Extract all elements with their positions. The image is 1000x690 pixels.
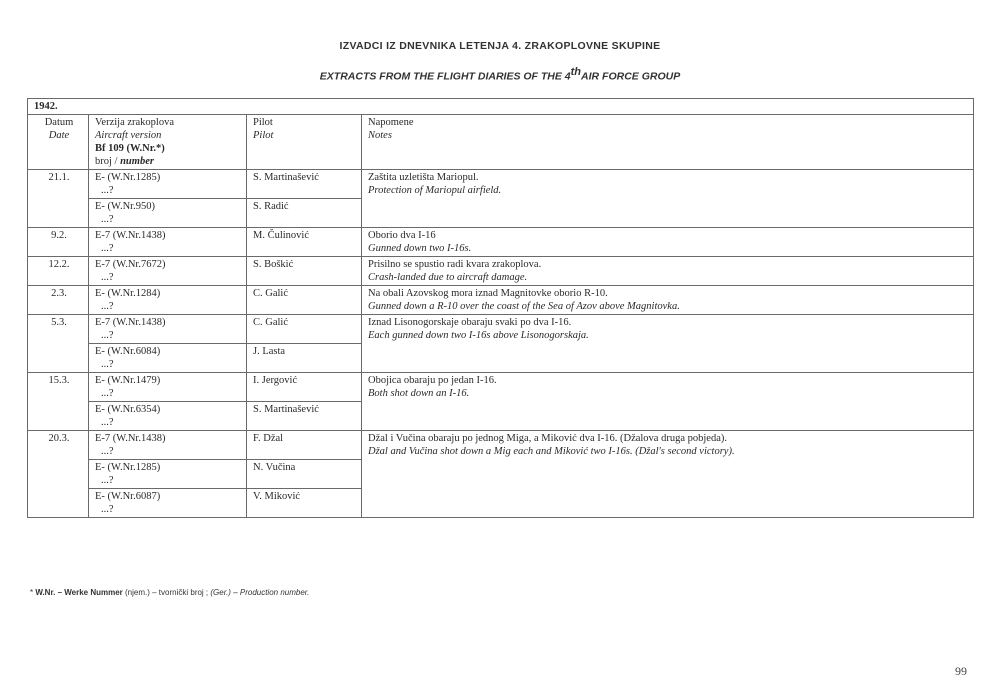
aircraft-version: E- (W.Nr.950) [95, 201, 155, 212]
notes-cell [362, 257, 974, 286]
pilot-cell: N. Vučina [247, 460, 362, 489]
header-aircraft-broj [95, 155, 242, 168]
aircraft-version: E- (W.Nr.6087) [95, 491, 161, 502]
aircraft-number: ...? [101, 243, 114, 254]
aircraft-version: E- (W.Nr.1285) [95, 172, 161, 183]
page-number: 99 [955, 664, 967, 678]
title-english-sup: th [570, 66, 582, 78]
header-notes [362, 115, 974, 170]
note-english: Both shot down an I-16. [368, 388, 470, 399]
aircraft-cell [89, 460, 247, 489]
note-english: Džal and Vučina shot down a Mig each and Miković two I-16s. (Džal's second victory). [368, 446, 735, 457]
title-english-post: AIR FORCE GROUP [581, 70, 681, 83]
header-pilot [247, 115, 362, 170]
note-serbian: Obojica obaraju po jedan I-16. [368, 375, 497, 386]
note-serbian: Oborio dva I-16 [368, 230, 436, 241]
note-serbian: Džal i Vučina obaraju po jednog Miga, a Miković dva I-16. (Džalova druga pobjeda). [368, 433, 727, 444]
pilot-cell: C. Galić [247, 315, 362, 344]
aircraft-number: ...? [101, 359, 114, 370]
notes-cell [362, 170, 974, 228]
note-serbian: Iznad Lisonogorskaje obaraju svaki po dva I-16. [368, 317, 572, 328]
aircraft-version: E- (W.Nr.1284) [95, 288, 161, 299]
date-cell: 20.3. [28, 431, 89, 518]
title-english-pre: EXTRACTS FROM THE FLIGHT DIARIES OF THE 4 [319, 70, 571, 83]
aircraft-number: ...? [101, 185, 114, 196]
date-cell: 9.2. [28, 228, 89, 257]
table-row [28, 315, 974, 344]
aircraft-cell [89, 315, 247, 344]
aircraft-version: E-7 (W.Nr.7672) [95, 259, 166, 270]
pilot-cell: F. Džal [247, 431, 362, 460]
header-aircraft-en: Aircraft version [95, 130, 162, 141]
header-aircraft-sr: Verzija zrakoplova [95, 117, 175, 128]
aircraft-number: ...? [101, 330, 114, 341]
table-row [28, 431, 974, 460]
notes-cell [362, 373, 974, 431]
aircraft-cell [89, 199, 247, 228]
note-serbian: Zaštita uzletišta Mariopul. [368, 172, 479, 183]
note-english: Gunned down two I-16s. [368, 243, 472, 254]
pilot-cell: S. Boškić [247, 257, 362, 286]
header-pilot-en: Pilot [253, 130, 274, 141]
table-row [28, 373, 974, 402]
header-row [28, 115, 974, 170]
aircraft-number: ...? [101, 301, 114, 312]
pilot-cell: I. Jergović [247, 373, 362, 402]
table-row [28, 257, 974, 286]
header-aircraft-bf: Bf 109 (W.Nr.*) [95, 143, 165, 154]
date-cell: 2.3. [28, 286, 89, 315]
aircraft-cell [89, 489, 247, 518]
header-broj-en: number [120, 156, 154, 167]
footnote-term: W.Nr. – Werke Nummer [35, 588, 123, 597]
aircraft-number: ...? [101, 417, 114, 428]
aircraft-version: E- (W.Nr.6084) [95, 346, 161, 357]
aircraft-cell [89, 344, 247, 373]
pilot-cell: V. Miković [247, 489, 362, 518]
pilot-cell: S. Martinašević [247, 402, 362, 431]
pilot-cell: J. Lasta [247, 344, 362, 373]
year-row [28, 99, 974, 115]
date-cell: 12.2. [28, 257, 89, 286]
header-notes-sr: Napomene [368, 117, 414, 128]
aircraft-cell [89, 286, 247, 315]
aircraft-cell [89, 170, 247, 199]
title-english [0, 66, 1000, 83]
notes-cell [362, 315, 974, 373]
flight-diary-table [27, 98, 974, 518]
header-notes-en: Notes [368, 130, 392, 141]
aircraft-cell [89, 257, 247, 286]
aircraft-version: E-7 (W.Nr.1438) [95, 433, 166, 444]
aircraft-number: ...? [101, 388, 114, 399]
aircraft-version: E-7 (W.Nr.1438) [95, 317, 166, 328]
date-cell: 5.3. [28, 315, 89, 373]
note-english: Protection of Mariopul airfield. [368, 185, 502, 196]
table-row [28, 228, 974, 257]
note-english: Gunned down a R-10 over the coast of the Sea of Azov above Magnitovka. [368, 301, 680, 312]
aircraft-number: ...? [101, 475, 114, 486]
pilot-cell: S. Radić [247, 199, 362, 228]
aircraft-cell [89, 402, 247, 431]
year-cell: 1942. [28, 99, 974, 115]
pilot-cell: S. Martinašević [247, 170, 362, 199]
pilot-cell: C. Galić [247, 286, 362, 315]
title-serbian: IZVADCI IZ DNEVNIKA LETENJA 4. ZRAKOPLOVNE SKUPINE [339, 40, 661, 52]
footnote-sr: (njem.) – tvornički broj ; [122, 588, 211, 597]
aircraft-cell [89, 431, 247, 460]
header-broj-sr: broj / [95, 156, 121, 167]
header-pilot-sr: Pilot [253, 117, 273, 128]
header-aircraft [89, 115, 247, 170]
table-row [28, 286, 974, 315]
aircraft-version: E- (W.Nr.1285) [95, 462, 161, 473]
aircraft-number: ...? [101, 504, 114, 515]
table-row [28, 170, 974, 199]
note-serbian: Na obali Azovskog mora iznad Magnitovke oborio R-10. [368, 288, 608, 299]
aircraft-version: E- (W.Nr.6354) [95, 404, 161, 415]
notes-cell [362, 431, 974, 518]
aircraft-version: E- (W.Nr.1479) [95, 375, 161, 386]
aircraft-version: E-7 (W.Nr.1438) [95, 230, 166, 241]
table-body [28, 99, 974, 518]
date-cell: 21.1. [28, 170, 89, 228]
aircraft-cell [89, 228, 247, 257]
footnote-ger: (Ger.) [210, 588, 231, 597]
note-english: Crash-landed due to aircraft damage. [368, 272, 528, 283]
footnote-star: * [30, 588, 36, 597]
header-date-en: Date [48, 130, 70, 141]
footnote-en: – Production number. [230, 588, 310, 597]
pilot-cell: M. Čulinović [247, 228, 362, 257]
aircraft-cell [89, 373, 247, 402]
note-english: Each gunned down two I-16s above Lisonogorskaja. [368, 330, 589, 341]
aircraft-number: ...? [101, 214, 114, 225]
notes-cell [362, 228, 974, 257]
header-date [28, 115, 89, 170]
aircraft-number: ...? [101, 446, 114, 457]
header-date-sr: Datum [44, 117, 74, 128]
notes-cell [362, 286, 974, 315]
footnote [30, 588, 309, 597]
date-cell: 15.3. [28, 373, 89, 431]
note-serbian: Prisilno se spustio radi kvara zrakoplova. [368, 259, 542, 270]
aircraft-number: ...? [101, 272, 114, 283]
